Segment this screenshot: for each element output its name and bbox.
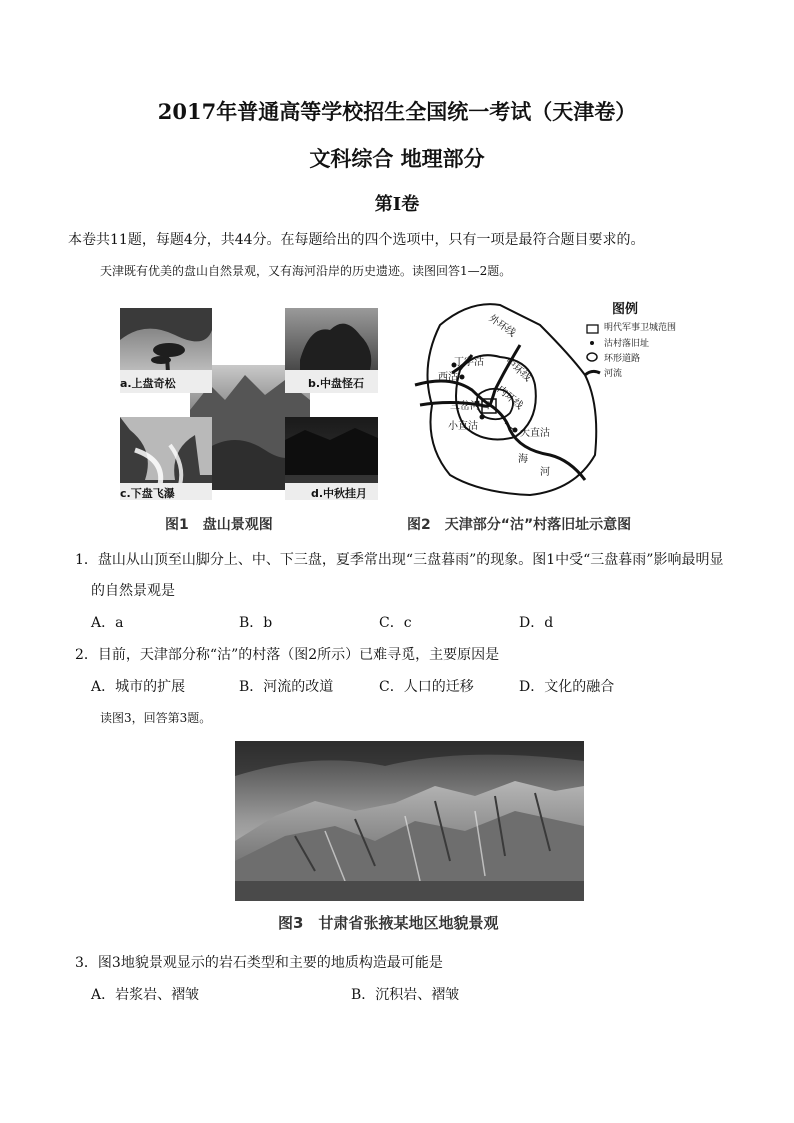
legend-title: 图例 [612, 302, 639, 317]
q1-option-b[interactable]: B．b [239, 615, 273, 631]
q2-stem: 2．目前，天津部分称“沽”的村落（图2所示）已难寻觅，主要原因是 [75, 647, 500, 663]
photo-d-label: d.中秋挂月 [311, 487, 368, 500]
q1-stem-line2: 的自然景观是 [91, 583, 175, 599]
legend-village-label: 沽村落旧址 [604, 339, 650, 349]
intro-q3: 读图3，回答第3题。 [100, 711, 212, 725]
photo-b-label: b.中盘怪石 [308, 377, 365, 390]
legend-village-symbol [590, 341, 594, 345]
legend-city-symbol [587, 325, 598, 333]
exam-title: 2017年普通高等学校招生全国统一考试（天津卷） [157, 99, 637, 124]
q1-stem-line1: 1．盘山从山顶至山脚分上、中、下三盘，夏季常出现“三盘暮雨”的现象。图1中受“三盘暮雨”影响最明显 [75, 552, 724, 568]
figure2-caption: 图2 天津部分“沽”村落旧址示意图 [407, 517, 632, 533]
q2-option-c[interactable]: C．人口的迁移 [379, 679, 474, 695]
photo-c-label: c.下盘飞瀑 [120, 487, 175, 500]
label-xiaozhigu: 小直沽 [448, 421, 478, 432]
figure3-caption: 图3 甘肃省张掖某地区地貌景观 [278, 914, 499, 932]
legend-ring-label: 环形道路 [604, 354, 641, 364]
q2-option-a[interactable]: A．城市的扩展 [91, 679, 186, 695]
q2-option-b[interactable]: B．河流的改道 [239, 679, 334, 695]
label-inner-ring: 内环线 [494, 384, 525, 412]
label-dingzigu: 丁字沽 [454, 357, 484, 368]
q3-option-b[interactable]: B．沉积岩、褶皱 [351, 987, 460, 1003]
q3-stem: 3．图3地貌景观显示的岩石类型和主要的地质构造最可能是 [75, 955, 443, 971]
figure2-panel [410, 295, 690, 505]
exam-subtitle: 文科综合 地理部分 [309, 146, 485, 171]
label-xigu: 西沽 [438, 372, 458, 383]
q3-option-a[interactable]: A．岩浆岩、褶皱 [91, 987, 200, 1003]
label-haihe-2: 河 [540, 467, 550, 478]
instructions: 本卷共11题，每题4分，共44分。在每题给出的四个选项中，只有一项是最符合题目要求的。 [68, 232, 645, 248]
landscape-image [235, 741, 584, 901]
q1-option-d[interactable]: D．d [519, 615, 554, 631]
figure1-collage [115, 300, 383, 505]
figure1-panel [115, 300, 383, 505]
label-middle-ring: 中环线 [502, 356, 533, 384]
label-outer-ring: 外环线 [486, 313, 518, 340]
intro-q1-2: 天津既有优美的盘山自然景观，又有海河沿岸的历史遗迹。读图回答1—2题。 [100, 264, 512, 278]
legend-river-symbol [585, 371, 600, 375]
label-sanchahegu: 三岔河口 [450, 401, 490, 412]
figure1-caption: 图1 盘山景观图 [165, 517, 273, 533]
figure3-photo [235, 741, 584, 901]
legend-river-label: 河流 [604, 369, 623, 379]
legend-ring-symbol [587, 353, 597, 361]
legend-city-label: 明代军事卫城范围 [604, 323, 677, 333]
q1-option-a[interactable]: A．a [91, 615, 124, 631]
village-xiaozhigu [480, 415, 485, 420]
q1-option-c[interactable]: C．c [379, 615, 412, 631]
village-xigu [460, 375, 465, 380]
label-haihe-1: 海 [518, 454, 528, 465]
label-dazhigu: 大直沽 [520, 428, 550, 439]
q2-option-d[interactable]: D．文化的融合 [519, 679, 615, 695]
section-title: 第Ⅰ卷 [374, 194, 420, 215]
river-haihe [490, 405, 585, 480]
photo-a-label: a.上盘奇松 [120, 377, 176, 390]
